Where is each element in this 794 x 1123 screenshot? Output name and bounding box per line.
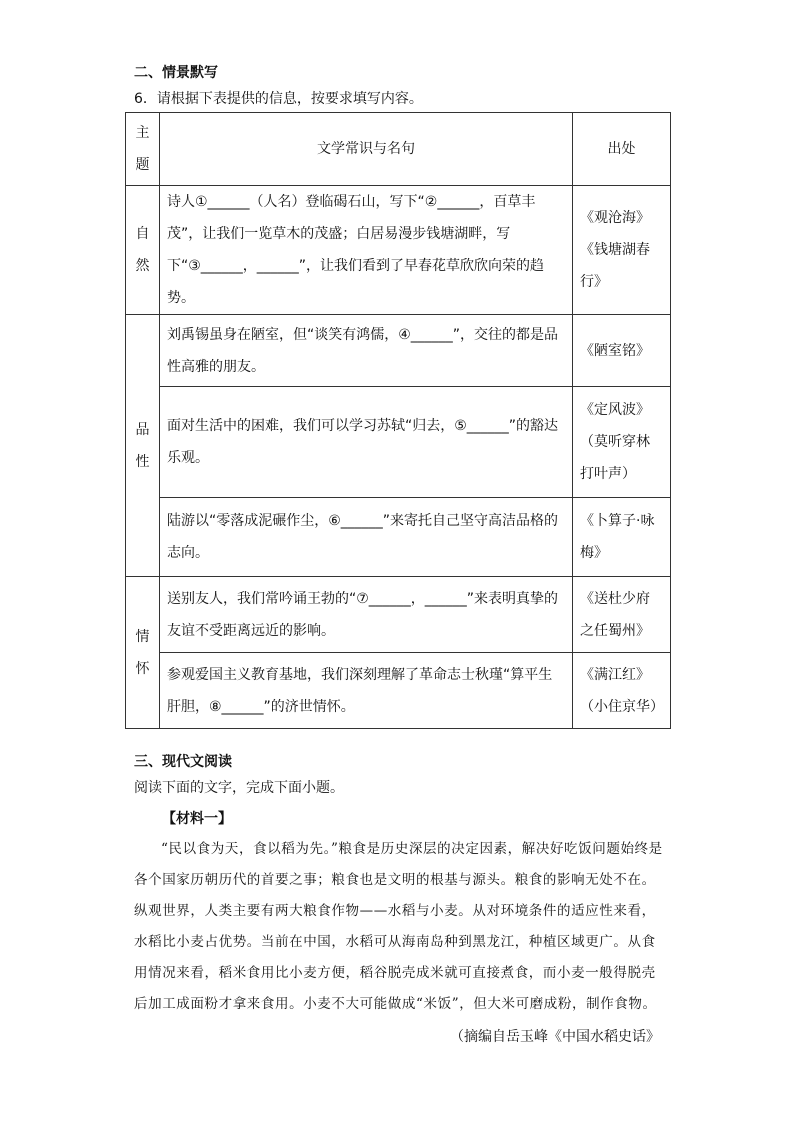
question-6: 6．请根据下表提供的信息，按要求填写内容。: [134, 91, 423, 107]
table-row: [126, 387, 671, 498]
row-content: 刘禹锡虽身在陋室，但“谈笑有鸿儒，④______”，交往的都是品性高雅的朋友。: [160, 315, 573, 387]
row-source: 《观沧海》《钱塘湖春行》: [573, 186, 671, 315]
row-content: 参观爱国主义教育基地，我们深刻理解了革命志士秋瑾“算平生肝胆，⑧______”的济世情怀。: [160, 653, 573, 729]
section-heading-poetry: 二、情景默写: [134, 65, 218, 81]
table-row: [126, 498, 671, 577]
header-content: 文学常识与名句: [160, 113, 573, 186]
header-source: 出处: [573, 113, 671, 186]
material-citation: （摘编自岳玉峰《中国水稻史话》: [450, 1029, 660, 1045]
row-source: 《满江红》（小住京华）: [573, 653, 671, 729]
row-source: 《定风波》（莫听穿林打叶声）: [573, 387, 671, 498]
theme-sentiment: 情 怀: [126, 577, 160, 729]
row-content: 诗人①______（人名）登临碣石山，写下“②______，百草丰茂”，让我们一览草木的茂盛；白居易漫步钱塘湖畔，写下“③______，______”，让我们看到了早春花草欣欣向荣的趋势。: [160, 186, 573, 315]
poetry-table: [125, 112, 671, 729]
table-row: [126, 186, 671, 315]
row-source: 《卜算子·咏梅》: [573, 498, 671, 577]
section-heading-reading: 三、现代文阅读: [134, 754, 232, 770]
material-paragraph: “民以食为天，食以稻为先。”粮食是历史深层的决定因素，解决好吃饭问题始终是各个国家历朝历代的首要之事；粮食也是文明的根基与源头。粮食的影响无处不在。纵观世界，人类主要有两大粮食作物——水稻与小麦。从对环境条件的适应性来看，水稻比小麦占优势。当前在中国，水稻可从海南岛种到黑龙江，种植区域更广。从食用情况来看，稻米食用比小麦方便，稻谷脱壳成米就可直接煮食，而小麦一般得脱壳后加工成面粉才拿来食用。小麦不大可能做成“米饭”，但大米可磨成粉，制作食物。: [134, 841, 663, 1012]
material-label: 【材料一】: [162, 811, 232, 827]
header-theme: 主 题: [126, 113, 160, 186]
row-content: 面对生活中的困难，我们可以学习苏轼“归去，⑤______”的豁达乐观。: [160, 387, 573, 498]
table-row: [126, 577, 671, 653]
theme-character: 品 性: [126, 315, 160, 577]
row-source: 《陋室铭》: [573, 315, 671, 387]
row-source: 《送杜少府之任蜀州》: [573, 577, 671, 653]
table-row: [126, 653, 671, 729]
row-content: 陆游以“零落成泥碾作尘，⑥______”来寄托自己坚守高洁品格的志向。: [160, 498, 573, 577]
table-row: [126, 315, 671, 387]
table-header-row: [126, 113, 671, 186]
theme-nature: 自 然: [126, 186, 160, 315]
reading-instruction: 阅读下面的文字，完成下面小题。: [134, 780, 344, 796]
row-content: 送别友人，我们常吟诵王勃的“⑦______，______”来表明真挚的友谊不受距离远近的影响。: [160, 577, 573, 653]
